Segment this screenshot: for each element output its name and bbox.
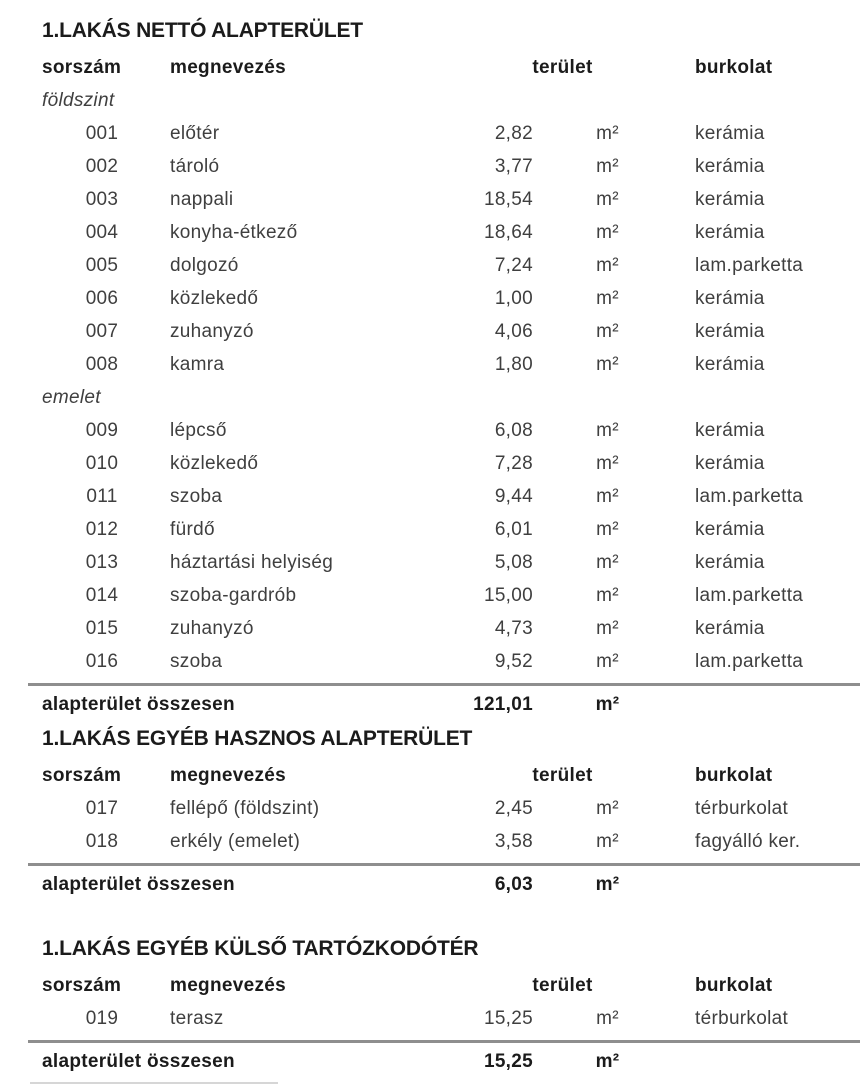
- finish-value: fagyálló ker.: [695, 831, 801, 852]
- row-number: 015: [85, 618, 119, 639]
- summary-total-unit: m²: [595, 694, 620, 715]
- row-number: 005: [85, 255, 119, 276]
- area-unit: m²: [596, 519, 619, 540]
- room-name: kamra: [170, 354, 225, 375]
- area-unit: m²: [596, 798, 619, 819]
- column-header-sorszam: sorszám: [42, 765, 122, 786]
- area-unit: m²: [596, 222, 619, 243]
- summary-row: [42, 1043, 866, 1081]
- finish-value: térburkolat: [695, 798, 789, 819]
- column-header-burkolat: burkolat: [695, 57, 773, 78]
- area-unit: m²: [596, 453, 619, 474]
- area-value: 3,77: [494, 156, 533, 177]
- finish-value: kerámia: [695, 519, 765, 540]
- table-row: [42, 150, 866, 183]
- row-number: 013: [85, 552, 119, 573]
- finish-value: kerámia: [695, 222, 765, 243]
- area-unit: m²: [596, 123, 619, 144]
- area-value: 9,44: [494, 486, 533, 507]
- room-name: közlekedő: [170, 453, 259, 474]
- row-number: 017: [85, 798, 119, 819]
- area-unit: m²: [596, 354, 619, 375]
- finish-value: kerámia: [695, 354, 765, 375]
- table-row: [42, 825, 866, 858]
- table-row: [42, 282, 866, 315]
- finish-value: lam.parketta: [695, 486, 804, 507]
- column-header-sorszam: sorszám: [42, 975, 122, 996]
- area-table-section: [42, 724, 866, 904]
- summary-total-unit: m²: [595, 1051, 620, 1072]
- row-number: 001: [85, 123, 119, 144]
- table-header-row: [42, 969, 866, 1002]
- row-number: 003: [85, 189, 119, 210]
- area-value: 7,28: [494, 453, 533, 474]
- area-value: 2,82: [494, 123, 533, 144]
- summary-total-unit: m²: [595, 874, 620, 895]
- room-name: közlekedő: [170, 288, 259, 309]
- floor-group-label: földszint: [42, 90, 115, 111]
- area-unit: m²: [596, 552, 619, 573]
- row-number: 012: [85, 519, 119, 540]
- finish-value: lam.parketta: [695, 651, 804, 672]
- finish-value: lam.parketta: [695, 585, 804, 606]
- summary-row: [42, 866, 866, 904]
- finish-value: kerámia: [695, 321, 765, 342]
- finish-value: kerámia: [695, 552, 765, 573]
- area-value: 3,58: [494, 831, 533, 852]
- room-name: fürdő: [170, 519, 215, 540]
- room-name: fellépő (földszint): [170, 798, 320, 819]
- area-value: 1,00: [494, 288, 533, 309]
- area-value: 6,01: [494, 519, 533, 540]
- column-header-burkolat: burkolat: [695, 975, 773, 996]
- area-unit: m²: [596, 831, 619, 852]
- column-header-sorszam: sorszám: [42, 57, 122, 78]
- area-unit: m²: [596, 255, 619, 276]
- finish-value: kerámia: [695, 288, 765, 309]
- finish-value: kerámia: [695, 189, 765, 210]
- area-value: 15,25: [483, 1008, 533, 1029]
- row-number: 007: [85, 321, 119, 342]
- row-number: 016: [85, 651, 119, 672]
- table-row: [42, 315, 866, 348]
- section-title: 1.LAKÁS EGYÉB HASZNOS ALAPTERÜLET: [42, 727, 473, 750]
- row-number: 019: [85, 1008, 119, 1029]
- finish-value: kerámia: [695, 123, 765, 144]
- row-number: 009: [85, 420, 119, 441]
- area-unit: m²: [596, 585, 619, 606]
- area-value: 18,64: [483, 222, 533, 243]
- room-name: zuhanyzó: [170, 618, 254, 639]
- column-header-terulet: terület: [532, 765, 593, 786]
- area-value: 18,54: [483, 189, 533, 210]
- table-header-row: [42, 51, 866, 84]
- room-name: erkély (emelet): [170, 831, 301, 852]
- room-name: terasz: [170, 1008, 224, 1029]
- room-name: szoba: [170, 486, 223, 507]
- row-number: 014: [85, 585, 119, 606]
- column-header-megnevezes: megnevezés: [170, 975, 287, 996]
- table-row: [42, 183, 866, 216]
- row-number: 006: [85, 288, 119, 309]
- table-row: [42, 546, 866, 579]
- finish-value: lam.parketta: [695, 255, 804, 276]
- column-header-megnevezes: megnevezés: [170, 57, 287, 78]
- table-row: [42, 216, 866, 249]
- row-number: 010: [85, 453, 119, 474]
- finish-value: térburkolat: [695, 1008, 789, 1029]
- area-unit: m²: [596, 288, 619, 309]
- table-row: [42, 117, 866, 150]
- area-unit: m²: [596, 321, 619, 342]
- row-number: 008: [85, 354, 119, 375]
- area-value: 5,08: [494, 552, 533, 573]
- table-row: [42, 480, 866, 513]
- finish-value: kerámia: [695, 453, 765, 474]
- column-header-terulet: terület: [532, 57, 593, 78]
- room-name: előtér: [170, 123, 220, 144]
- finish-value: kerámia: [695, 156, 765, 177]
- floor-group-label: emelet: [42, 387, 101, 408]
- room-name: háztartási helyiség: [170, 552, 334, 573]
- area-unit: m²: [596, 1008, 619, 1029]
- room-name: lépcső: [170, 420, 227, 441]
- column-header-terulet: terület: [532, 975, 593, 996]
- row-number: 011: [86, 486, 118, 507]
- row-number: 002: [85, 156, 119, 177]
- area-unit: m²: [596, 651, 619, 672]
- table-row: [42, 348, 866, 381]
- room-name: szoba-gardrób: [170, 585, 297, 606]
- summary-total-label: alapterület összesen: [42, 874, 235, 895]
- summary-total-value: 6,03: [494, 874, 533, 895]
- room-name: dolgozó: [170, 255, 239, 276]
- table-row: [42, 645, 866, 678]
- area-unit: m²: [596, 156, 619, 177]
- summary-total-label: alapterület összesen: [42, 1051, 235, 1072]
- area-unit: m²: [596, 618, 619, 639]
- table-row: [42, 414, 866, 447]
- room-name: konyha-étkező: [170, 222, 298, 243]
- room-name: zuhanyzó: [170, 321, 254, 342]
- row-number: 004: [85, 222, 119, 243]
- row-number: 018: [85, 831, 119, 852]
- summary-total-value: 15,25: [483, 1051, 533, 1072]
- finish-value: kerámia: [695, 420, 765, 441]
- table-row: [42, 249, 866, 282]
- table-row: [42, 513, 866, 546]
- column-header-megnevezes: megnevezés: [170, 765, 287, 786]
- table-row: [42, 1002, 866, 1035]
- area-unit: m²: [596, 486, 619, 507]
- finish-value: kerámia: [695, 618, 765, 639]
- summary-total-value: 121,01: [473, 694, 533, 715]
- area-table-section: [42, 934, 866, 1081]
- area-value: 7,24: [494, 255, 533, 276]
- area-value: 4,06: [494, 321, 533, 342]
- area-value: 1,80: [494, 354, 533, 375]
- area-unit: m²: [596, 189, 619, 210]
- summary-row: [42, 686, 866, 724]
- table-row: [42, 612, 866, 645]
- room-name: szoba: [170, 651, 223, 672]
- column-header-burkolat: burkolat: [695, 765, 773, 786]
- table-row: [42, 792, 866, 825]
- area-value: 4,73: [494, 618, 533, 639]
- table-row: [42, 447, 866, 480]
- area-value: 15,00: [483, 585, 533, 606]
- area-unit: m²: [596, 420, 619, 441]
- section-title: 1.LAKÁS NETTÓ ALAPTERÜLET: [42, 19, 363, 42]
- summary-total-label: alapterület összesen: [42, 694, 235, 715]
- table-header-row: [42, 759, 866, 792]
- section-title: 1.LAKÁS EGYÉB KÜLSŐ TARTÓZKODÓTÉR: [42, 937, 479, 960]
- area-value: 2,45: [494, 798, 533, 819]
- area-value: 6,08: [494, 420, 533, 441]
- room-name: tároló: [170, 156, 220, 177]
- area-value: 9,52: [494, 651, 533, 672]
- table-row: [42, 579, 866, 612]
- area-table-section: [42, 16, 866, 724]
- room-name: nappali: [170, 189, 234, 210]
